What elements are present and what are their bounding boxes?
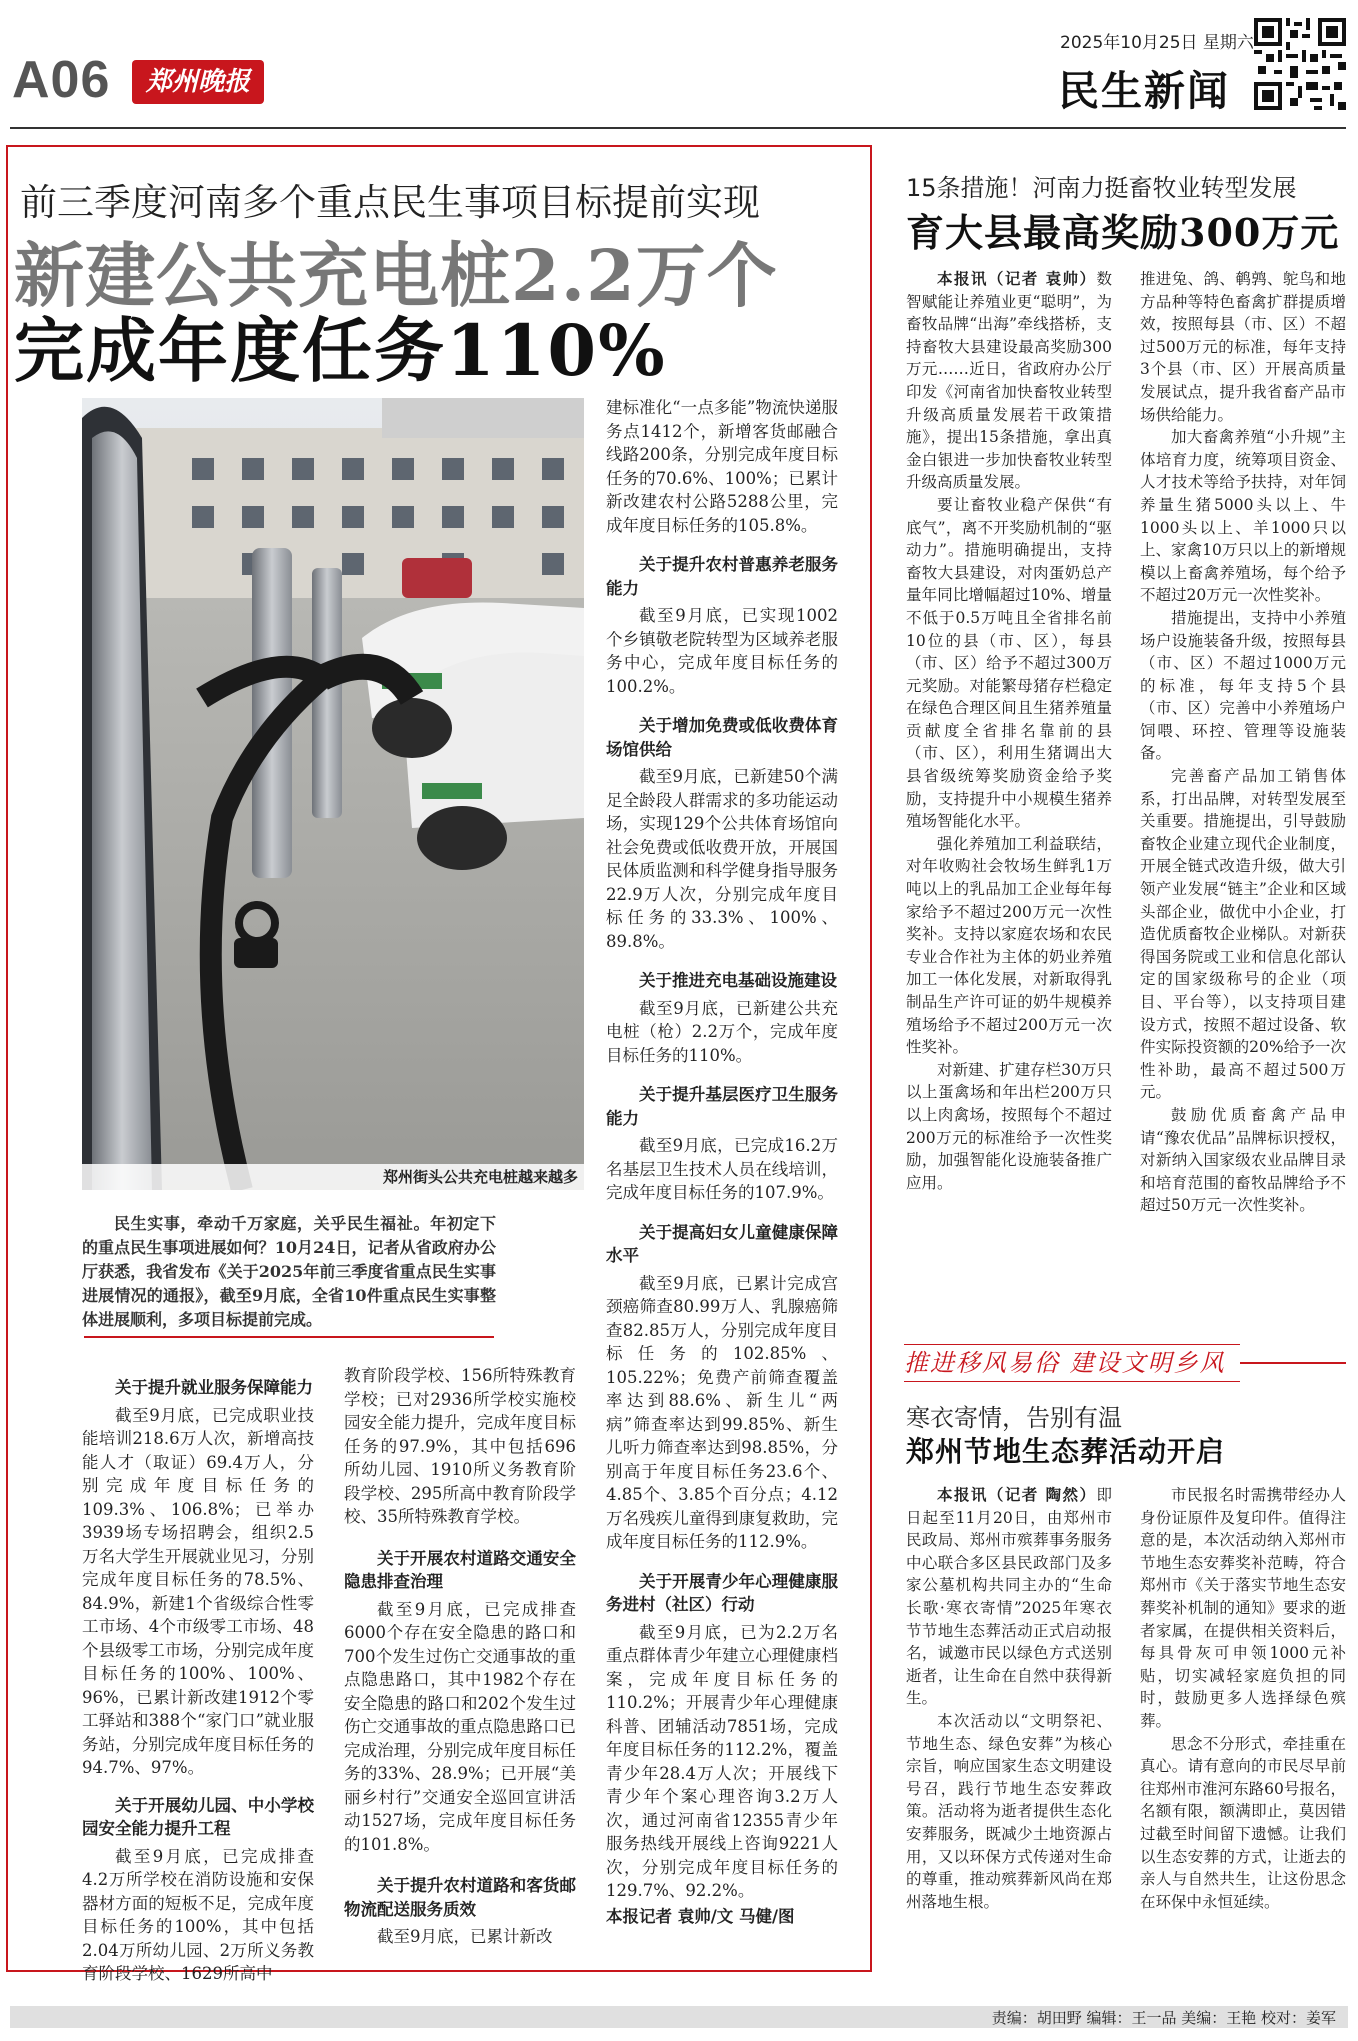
section-title: 民生新闻	[1058, 67, 1230, 115]
paragraph: 加大畜禽养殖“小升规”主体培育力度，统筹项目资金、人才技术等给予扶持，对年饲养量生猪5000头以上、牛1000头以上、羊1000只以上、家禽10万只以上的新增规模以上畜禽养殖场，每个给予不超过20万元一次性奖补。	[1140, 428, 1346, 605]
qr-code-icon	[1254, 18, 1346, 110]
intro-divider	[84, 1336, 494, 1338]
right-bottom-col-1	[906, 1484, 1112, 1913]
paragraph: 本次活动以“文明祭祀、节地生态、绿色安葬”为核心宗旨，响应国家生态文明建设号召，践行节地生态安葬政策。活动将为逝者提供生态化安葬服务，既减少土地资源占用，又以环保方式传递对生命的尊重，推动殡葬新风尚在郑州落地生根。	[906, 1711, 1112, 1911]
subhead: 关于开展青少年心理健康服务进村（社区）行动	[606, 1571, 838, 1614]
paragraph: 市民报名时需携带经办人身份证原件及复印件。值得注意的是，本次活动纳入郑州市节地生态安葬奖补范畴，符合郑州市《关于落实节地生态安葬奖补机制的通知》要求的逝者家属，在提供相关资料后，每具骨灰可申领1000元补贴，切实减轻家庭负担的同时，鼓励更多人选择绿色殡葬。	[1140, 1486, 1346, 1730]
page-number: A06	[12, 51, 111, 109]
subhead: 关于推进充电基础设施建设	[639, 971, 837, 990]
paragraph: 推进兔、鸽、鹌鹑、鸵鸟和地方品种等特色畜禽扩群提质增效，按照每县（市、区）不超过500万元的标准，每年支持3个县（市、区）开展高质量发展试点，提升我省畜产品市场供给能力。	[1140, 270, 1346, 424]
right-top-kicker: 15条措施！河南力挺畜牧业转型发展	[906, 174, 1297, 202]
paragraph: 截至9月底，已完成排查4.2万所学校在消防设施和安保器材方面的短板不足，完成年度目标任务的100%，其中包括2.04万所幼儿园、2万所义务教育阶段学校、1629所高中	[82, 1846, 314, 1983]
issue-date: 2025年10月25日 星期六	[1060, 33, 1254, 53]
byline: 本报记者 袁帅/文 马健/图	[606, 1906, 795, 1926]
subhead: 关于提升就业服务保障能力	[115, 1378, 313, 1397]
paragraph: 截至9月底，已累计完成宫颈癌筛查80.99万人、乳腺癌筛查82.85万人，分别完成年度目标任务的102.85%、105.22%；免费产前筛查覆盖率达到88.6%、新生儿“两病”筛查率达到99.85%、新生儿听力筛查率达到98.85%，分别高于年度目标任务23.6个、4.85个、3.85个百分点；4.12万名残疾儿童得到康复救助，完成年度目标任务的112.9%。	[606, 1273, 838, 1551]
paragraph: 要让畜牧业稳产保供“有底气”，离不开奖励机制的“驱动力”。措施明确提出，支持畜牧大县建设，对肉蛋奶总产量年同比增幅超过10%、增量不低于0.5万吨且全省排名前10位的县（市、区），每县（市、区）给予不超过300万元奖励。对能繁母猪存栏稳定在绿色合理区间且生猪养殖量贡献度全省排名靠前的县（市、区），利用生猪调出大县省级统筹奖励资金给予奖励，支持提升中小规模生猪养殖场智能化水平。	[906, 495, 1112, 831]
right-top-col-1	[906, 268, 1112, 1194]
newspaper-logo: 郑州晚报	[132, 60, 264, 104]
main-col-2	[344, 1364, 576, 1949]
paragraph: 完善畜产品加工销售体系，打出品牌，对转型发展至关重要。措施提出，引导鼓励畜牧企业建立现代企业制度，开展全链式改造升级，做大引领产业发展“链主”企业和区域头部企业，做优中小企业，打造优质畜牧企业梯队。对新获得国务院或工业和信息化部认定的国家级称号的企业（项目、平台等），以支持项目建设方式，按照不超过设备、软件实际投资额的20%给予一次性补助，最高不超过500万元。	[1140, 767, 1346, 1102]
subhead: 关于开展农村道路交通安全隐患排查治理	[344, 1548, 576, 1591]
right-top-col-2	[1140, 268, 1346, 1217]
right-bottom-kicker: 寒衣寄情，告别有温	[906, 1404, 1122, 1432]
paragraph: 建标准化“一点多能”物流快递服务点1412个，新增客货邮融合线路200条，分别完成年度目标任务的70.6%、100%；已累计新改建农村公路5288公里，完成年度目标任务的105.8%。	[606, 398, 838, 535]
paragraph-text: 即日起至11月20日，由郑州市民政局、郑州市殡葬事务服务中心联合多区县民政部门及多家公墓机构共同主办的“生命长歌·寒衣寄情”2025年寒衣节节地生态葬活动正式启动报名，诚邀市民以绿色方式送别逝者，让生命在自然中获得新生。	[906, 1486, 1112, 1708]
paragraph: 措施提出，支持中小养殖场户设施装备升级，按照每县（市、区）不超过1000万元的标准，每年支持5个县（市、区）完善中小养殖场户饲喂、环控、管理等设施装备。	[1140, 608, 1346, 763]
paragraph: 截至9月底，已新建公共充电桩（枪）2.2万个，完成年度目标任务的110%。	[606, 998, 838, 1065]
article-intro	[82, 1212, 496, 1332]
paragraph: 强化养殖加工利益联结，对年收购社会牧场生鲜乳1万吨以上的乳品加工企业每年每家给予不超过200万元一次性奖补。支持以家庭农场和农民专业合作社为主体的奶业养殖加工一体化发展，对新取得乳制品生产许可证的奶牛规模养殖场给予不超过200万元一次性奖补。	[906, 834, 1112, 1057]
dateline: 本报讯（记者 袁帅）	[937, 270, 1097, 288]
right-bottom-headline: 郑州节地生态葬活动开启	[906, 1435, 1226, 1468]
paragraph: 对新建、扩建存栏30万只以上蛋禽场和年出栏200万只以上肉禽场，按照每个不超过200万元的标准给予一次性奖励，加强智能化设施装备推广应用。	[906, 1060, 1112, 1192]
paragraph: 思念不分形式，牵挂重在真心。请有意向的市民尽早前往郑州市淮河东路60号报名，名额有限，额满即止，莫因错过截至时间留下遗憾。让我们以生态安葬的方式，让逝去的亲人与自然共生，让这份思念在环保中永恒延续。	[1140, 1734, 1346, 1911]
subhead: 关于开展幼儿园、中小学校园安全能力提升工程	[82, 1795, 314, 1838]
paragraph	[906, 268, 1112, 494]
subhead: 关于提高妇女儿童健康保障水平	[606, 1222, 838, 1265]
subhead: 关于增加免费或低收费体育场馆供给	[606, 716, 838, 759]
paragraph	[906, 1484, 1112, 1710]
main-headline-2: 完成年度任务110%	[14, 309, 667, 392]
right-bottom-col-2	[1140, 1484, 1346, 1913]
banner-rule	[1240, 1362, 1346, 1364]
photo-caption: 郑州街头公共充电桩越来越多	[82, 1164, 584, 1190]
paragraph: 鼓励优质畜禽产品申请“豫农优品”品牌标识授权，对新纳入国家级农业品牌目录和培育范围的畜牧品牌给予不超过50万元一次性奖补。	[1140, 1105, 1346, 1215]
main-kicker: 前三季度河南多个重点民生事项目标提前实现	[20, 181, 760, 224]
right-top-headline: 育大县最高奖励300万元	[906, 210, 1340, 255]
topic-banner: 推进移风易俗 建设文明乡风	[904, 1344, 1240, 1382]
paragraph: 截至9月底，已实现1002个乡镇敬老院转型为区域养老服务中心，完成年度目标任务的100.2%。	[606, 606, 838, 696]
main-headline-1: 新建公共充电桩2.2万个	[14, 234, 778, 317]
masthead-rule	[10, 127, 1346, 129]
paragraph-text: 数智赋能让养殖业更“聪明”，为畜牧品牌“出海”牵线搭桥，支持畜牧大县建设最高奖励300万元……近日，省政府办公厅印发《河南省加快畜牧业转型升级高质量发展若干政策措施》，提出15条措施，拿出真金白银进一步加快畜牧业转型升级高质量发展。	[906, 270, 1112, 492]
main-col-1	[82, 1366, 314, 1986]
subhead: 关于提升农村普惠养老服务能力	[606, 555, 838, 598]
paragraph: 截至9月底，已新建50个满足全龄段人群需求的多功能运动场，实现129个公共体育场馆向社会免费或低收费开放，开展国民体质监测和科学健身指导服务22.9万人次，分别完成年度目标任务的33.3%、100%、89.8%。	[606, 767, 838, 951]
editor-credits: 责编：胡田野 编辑：王一品 美编：王艳 校对：姜军	[991, 2009, 1336, 2027]
paragraph: 截至9月底，已为2.2万名重点群体青少年建立心理健康档案，完成年度目标任务的110.2%；开展青少年心理健康科普、团辅活动7851场，完成年度目标任务的112.2%，覆盖青少年28.4万人次；开展线下青少年个案心理咨询3.2万人次，通过河南省12355青少年服务热线开展线上咨询9221人次，分别完成年度目标任务的129.7%、92.2%。	[606, 1622, 838, 1900]
paragraph: 截至9月底，已完成职业技能培训218.6万人次，新增高技能人才（取证）69.4万人，分别完成年度目标任务的109.3%、106.8%；已举办3939场专场招聘会，组织2.5万名大学生开展就业见习，分别完成年度目标任务的78.5%、84.9%，新建1个省级综合性零工市场、4个市级零工市场、48个县级零工市场，分别完成年度目标任务的100%、100%、96%，已累计新改建1912个零工驿站和388个“家门口”就业服务站，分别完成年度目标任务的94.7%、97%。	[82, 1405, 314, 1777]
paragraph: 教育阶段学校、156所特殊教育学校；已对2936所学校实施校园安全能力提升，完成年度目标任务的97.9%，其中包括696所幼儿园、1910所义务教育阶段学校、295所高中教育阶段学校、35所特殊教育学校。	[344, 1366, 576, 1526]
intro-text: 民生实事，牵动千万家庭，关乎民生福祉。年初定下的重点民生事项进展如何？10月24日，记者从省政府办公厅获悉，我省发布《关于2025年前三季度省重点民生实事进展情况的通报》，截至9月底，全省10件重点民生实事整体进展顺利，多项目标提前完成。	[82, 1214, 496, 1329]
charging-pile-photo	[82, 398, 584, 1190]
paragraph: 截至9月底，已完成16.2万名基层卫生技术人员在线培训，完成年度目标任务的107.9%。	[606, 1136, 838, 1202]
main-col-3	[606, 396, 838, 1928]
dateline: 本报讯（记者 陶然）	[937, 1486, 1097, 1504]
subhead: 关于提升农村道路和客货邮物流配送服务质效	[344, 1876, 576, 1919]
paragraph: 截至9月底，已完成排查6000个存在安全隐患的路口和700个发生过伤亡交通事故的重点隐患路口，其中1982个存在安全隐患的路口和202个发生过伤亡交通事故的重点隐患路口已完成治理，分别完成年度目标任务的33%、28.9%；已开展“美丽乡村行”交通安全巡回宣讲活动1527场，完成年度目标任务的101.8%。	[344, 1599, 576, 1854]
paragraph: 截至9月底，已累计新改	[377, 1927, 553, 1946]
subhead: 关于提升基层医疗卫生服务能力	[606, 1085, 838, 1128]
